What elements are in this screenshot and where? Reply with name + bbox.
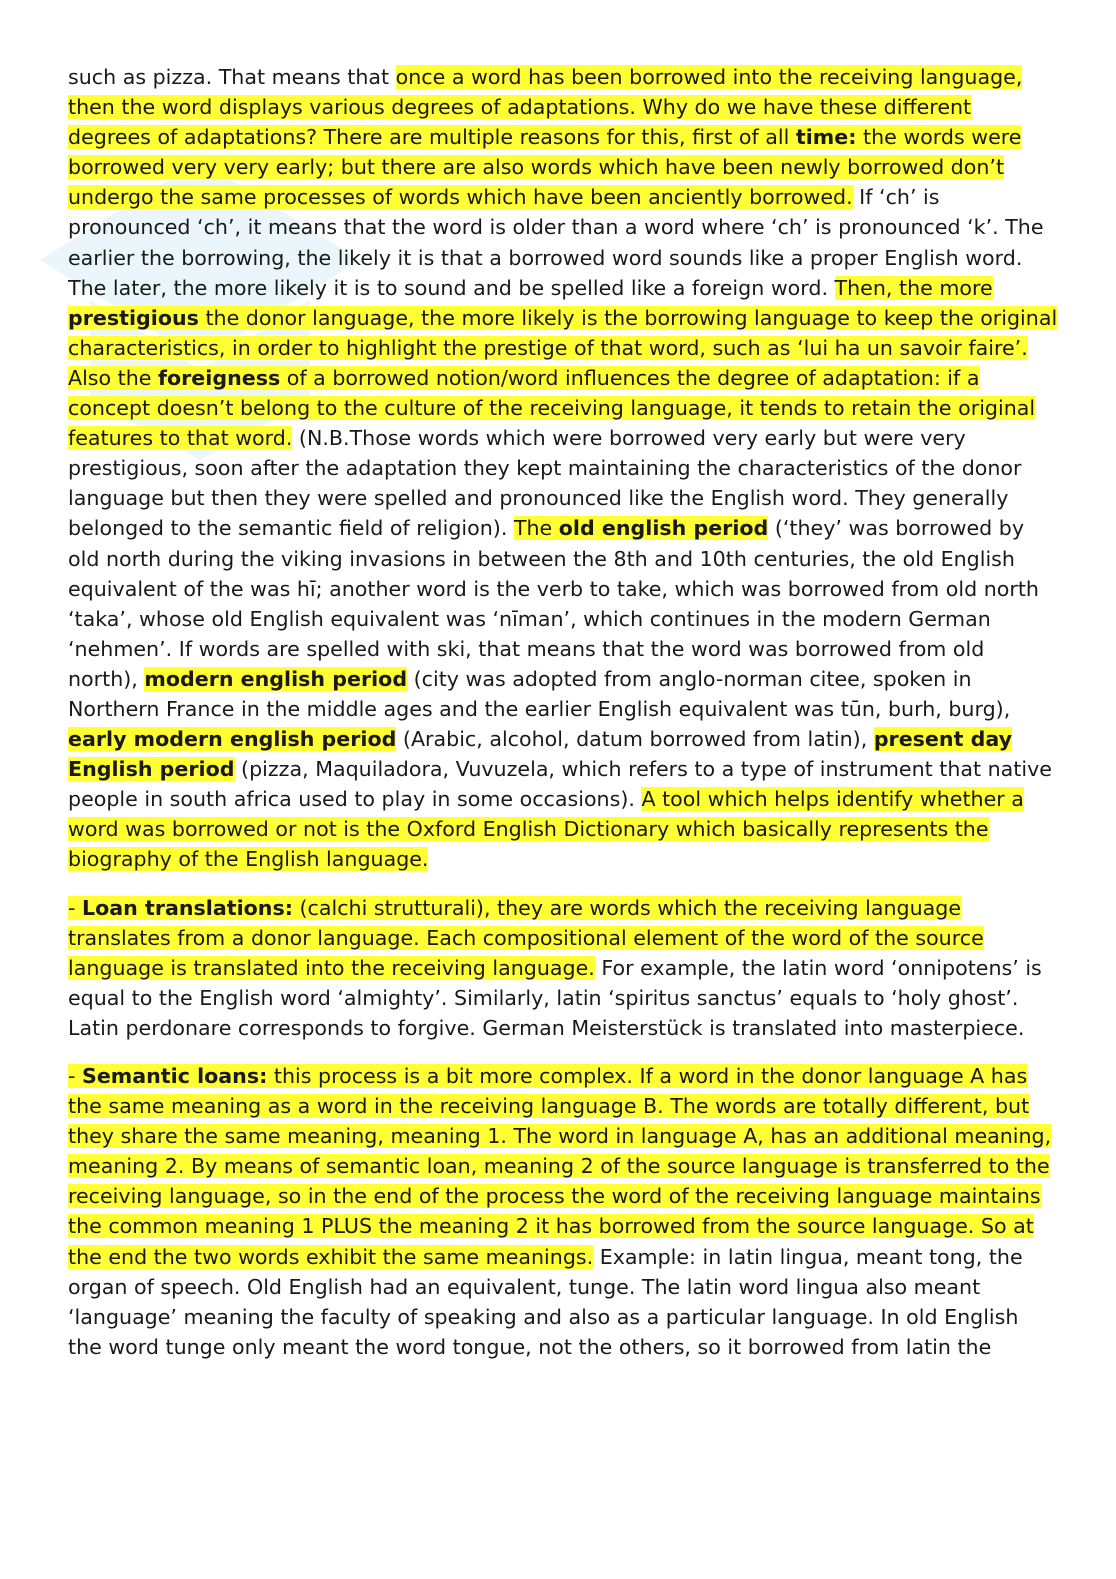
highlighted-text: the words were borrowed very very early; but there are also words which have been newly borrowed don’t undergo the same processes of words which have been anciently borrowed.: [68, 125, 1022, 210]
highlighted-bold-text: Semantic loans:: [81, 1064, 268, 1088]
paragraph: [68, 893, 1058, 1043]
highlighted-text: Then, the more: [834, 275, 993, 300]
highlighted-bold-text: Loan translations:: [81, 895, 293, 920]
text-run: Example: in latin lingua, meant tong, the organ of speech. Old English had an equivalent, tunge. The latin word lingua also meant ‘language’ meaning the faculty of speaking and also as a particular language. In old English the word tunge only meant the word tongue, not the others, so it borrowed from latin the: [68, 1244, 1023, 1359]
highlighted-bold-text: prestigious: [68, 305, 199, 330]
highlighted-text: of a borrowed notion/word influences the degree of adaptation: if a concept doesn’t belong to the culture of the receiving language, it tends to retain the original features to that word.: [68, 365, 1036, 451]
highlighted-text: -: [68, 895, 82, 920]
paragraph: [68, 62, 1058, 875]
highlighted-text: A tool which helps identify whether a word was borrowed or not is the Oxford English Dictionary which basically represents the biography of the English language.: [68, 787, 1024, 872]
text-run: (‘they’ was borrowed by old north during the viking invasions in between the 8th and 10th centuries, the old English equivalent of the was hī; another word is the verb to take, which was borrowed from old north ‘taka’, whose old English equivalent was ‘nīman’, which continues in the modern German ‘nehmen’. If words are spelled with ski, that means that the word was borrowed from old north),: [68, 516, 1039, 691]
highlighted-text: the donor language, the more likely is the borrowing language to keep the original characteristics, in order to highlight the prestige of that word, such as ‘lui ha un savoir faire’. Also the: [68, 305, 1058, 390]
highlighted-text: (calchi strutturali), they are words which the receiving language translates from a donor language. Each compositional element of the word of the source language is translated into the receiving language.: [68, 895, 984, 980]
highlighted-bold-text: early modern english period: [68, 727, 397, 752]
highlighted-text: -: [68, 1064, 82, 1088]
highlighted-bold-text: present day English period: [68, 727, 1013, 782]
highlighted-text: this process is a bit more complex. If a word in the donor language A has the same meaning as a word in the receiving language B. The words are totally different, but they share the same meaning, meaning 1. The word in language A, has an additional meaning, meaning 2. By means of semantic loan, meaning 2 of the source language is transferred to the receiving language, so in the end of the process the word of the receiving language maintains the common meaning 1 PLUS the meaning 2 it has borrowed from the source language. So at the end the two words exhibit the same meanings.: [68, 1064, 1052, 1269]
text-run: For example, the latin word ‘onnipotens’ is equal to the English word ‘almighty’. Similarly, latin ‘spiritus sanctus’ equals to ‘holy ghost’. Latin perdonare corresponds to forgive. German Meisterstück is translated into masterpiece.: [68, 955, 1042, 1040]
text-run: If ‘ch’ is pronounced ‘ch’, it means that the word is older than a word where ‘ch’ is pronounced ‘k’. The earlier the borrowing, the likely it is that a borrowed word sounds like a proper English word. The later, the more likely it is to sound and be spelled like a foreign word.: [68, 185, 1044, 300]
highlighted-bold-text: modern english period: [144, 666, 408, 691]
text-run: (city was adopted from anglo-norman citee, spoken in Northern France in the middle ages and the earlier English equivalent was tūn, burh, burg),: [68, 666, 1011, 721]
text-run: (pizza, Maquiladora, Vuvuzela, which refers to a type of instrument that native people in south africa used to play in some occasions).: [68, 757, 1052, 812]
highlighted-text: once a word has been borrowed into the receiving language, then the word displays various degrees of adaptations. Why do we have these different degrees of adaptations? There are multiple reasons for this, first of all: [68, 65, 1023, 150]
highlighted-bold-text: foreigness: [158, 365, 281, 390]
document-page: [68, 62, 1058, 1380]
text-run: such as pizza. That means that: [68, 65, 396, 89]
highlighted-bold-text: time:: [795, 125, 857, 150]
paragraph: [68, 1061, 1058, 1362]
text-run: (N.B.Those words which were borrowed very early but were very prestigious, soon after the adaptation they kept maintaining the characteristics of the donor language but then they were spelled and pronounced like the English word. They generally belonged to the semantic field of religion).: [68, 426, 1022, 541]
highlighted-bold-text: old english period: [558, 516, 769, 541]
text-run: (Arabic, alcohol, datum borrowed from latin),: [396, 727, 874, 752]
highlighted-text: The: [513, 516, 559, 541]
